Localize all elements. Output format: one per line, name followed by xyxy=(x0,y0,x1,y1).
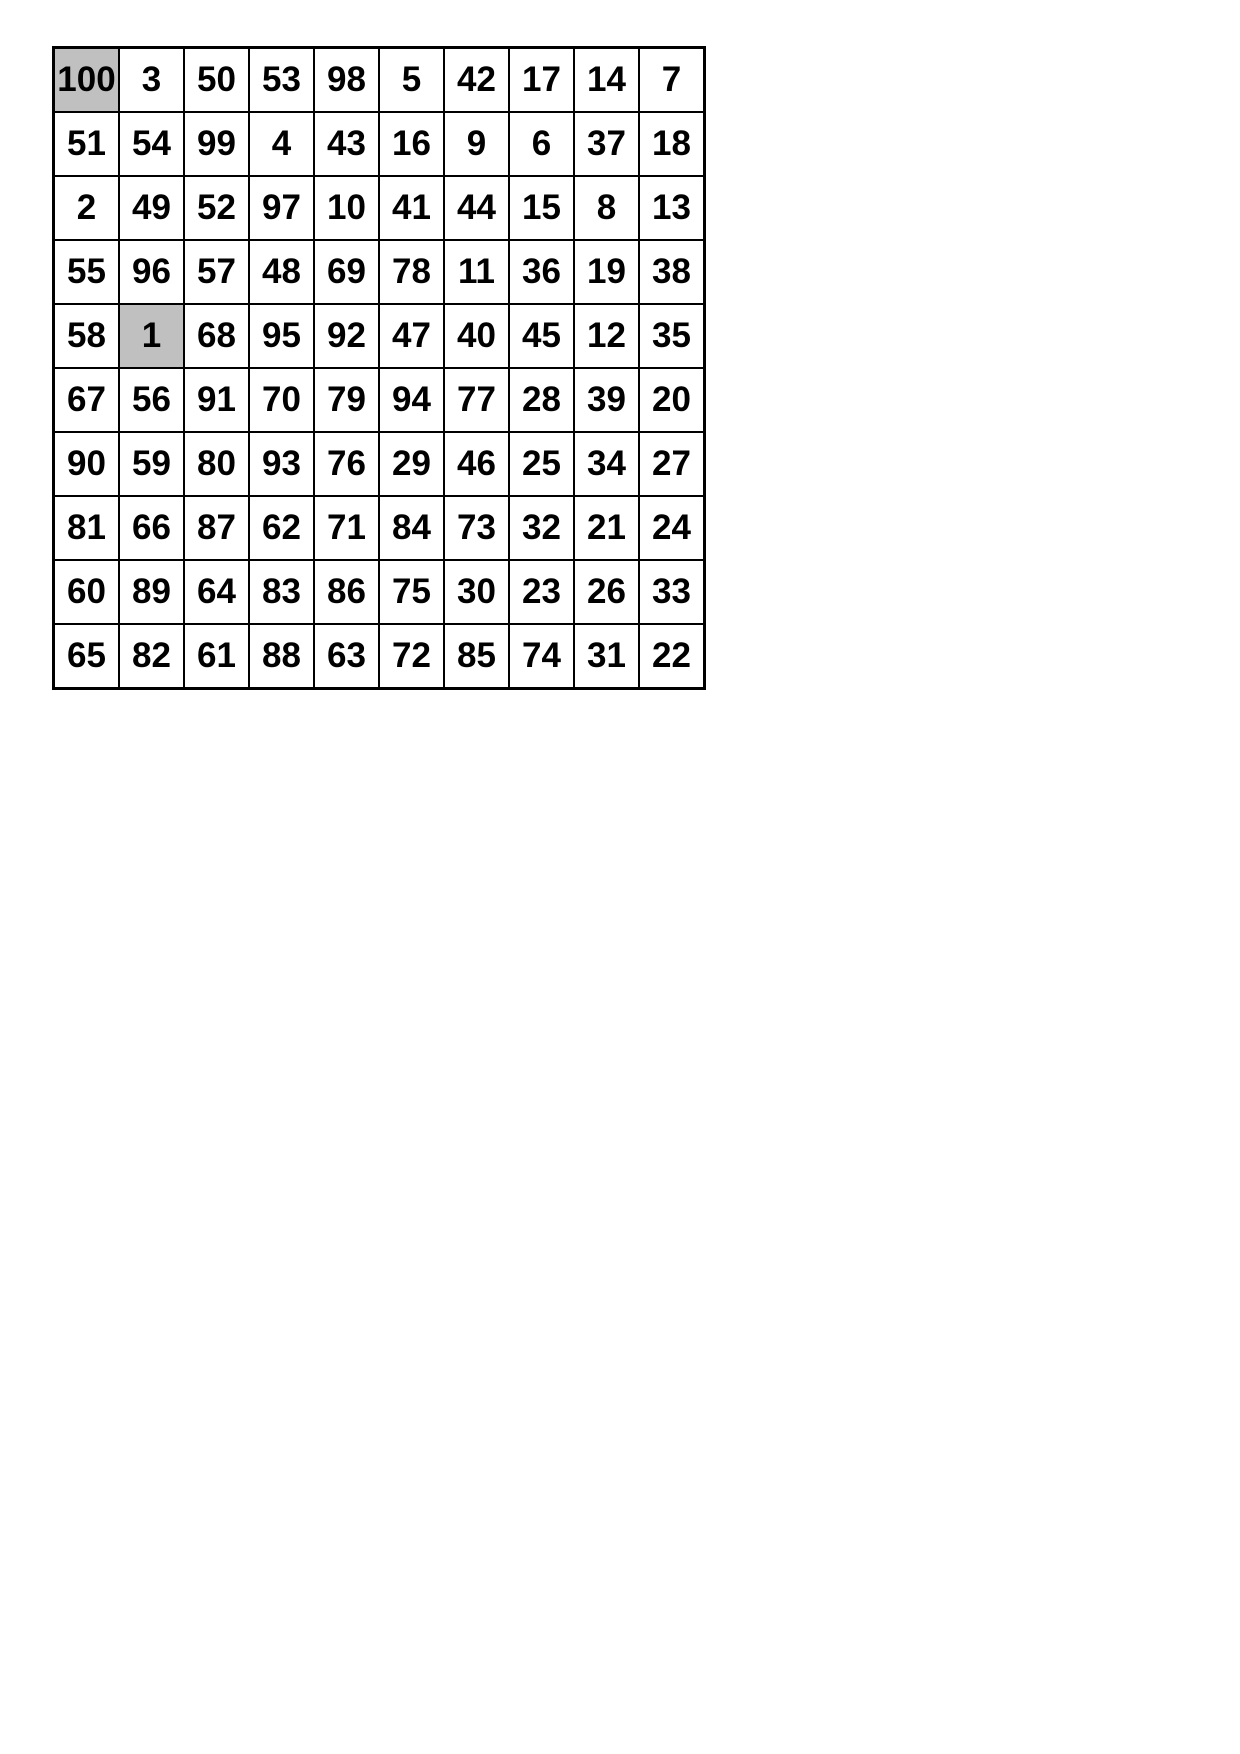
number-cell[interactable]: 85 xyxy=(444,624,509,689)
number-cell[interactable]: 35 xyxy=(639,304,705,368)
number-cell[interactable]: 28 xyxy=(509,368,574,432)
number-cell[interactable]: 19 xyxy=(574,240,639,304)
number-cell[interactable]: 34 xyxy=(574,432,639,496)
number-cell[interactable]: 98 xyxy=(314,48,379,113)
number-cell[interactable]: 16 xyxy=(379,112,444,176)
number-grid-container xyxy=(52,46,706,690)
number-cell[interactable]: 29 xyxy=(379,432,444,496)
number-cell[interactable]: 7 xyxy=(639,48,705,113)
number-cell[interactable]: 54 xyxy=(119,112,184,176)
number-cell[interactable]: 89 xyxy=(119,560,184,624)
number-cell[interactable]: 99 xyxy=(184,112,249,176)
number-cell[interactable]: 83 xyxy=(249,560,314,624)
number-grid-row xyxy=(54,496,705,560)
number-cell[interactable]: 37 xyxy=(574,112,639,176)
number-cell[interactable]: 2 xyxy=(54,176,120,240)
number-cell[interactable]: 74 xyxy=(509,624,574,689)
number-grid-row xyxy=(54,48,705,113)
number-cell[interactable]: 26 xyxy=(574,560,639,624)
number-cell[interactable]: 86 xyxy=(314,560,379,624)
number-cell[interactable]: 77 xyxy=(444,368,509,432)
number-cell[interactable]: 12 xyxy=(574,304,639,368)
number-cell[interactable]: 81 xyxy=(54,496,120,560)
number-cell[interactable]: 61 xyxy=(184,624,249,689)
number-cell[interactable]: 76 xyxy=(314,432,379,496)
number-cell[interactable]: 59 xyxy=(119,432,184,496)
number-cell[interactable]: 79 xyxy=(314,368,379,432)
number-cell-highlighted[interactable]: 1 xyxy=(119,304,184,368)
number-cell[interactable]: 80 xyxy=(184,432,249,496)
number-cell[interactable]: 50 xyxy=(184,48,249,113)
number-cell[interactable]: 33 xyxy=(639,560,705,624)
number-grid-row xyxy=(54,624,705,689)
number-cell[interactable]: 41 xyxy=(379,176,444,240)
number-cell[interactable]: 42 xyxy=(444,48,509,113)
number-cell[interactable]: 69 xyxy=(314,240,379,304)
number-cell[interactable]: 10 xyxy=(314,176,379,240)
number-cell[interactable]: 13 xyxy=(639,176,705,240)
number-cell[interactable]: 67 xyxy=(54,368,120,432)
number-cell[interactable]: 21 xyxy=(574,496,639,560)
number-cell[interactable]: 48 xyxy=(249,240,314,304)
number-cell[interactable]: 68 xyxy=(184,304,249,368)
number-grid-row xyxy=(54,304,705,368)
number-cell[interactable]: 93 xyxy=(249,432,314,496)
number-cell[interactable]: 96 xyxy=(119,240,184,304)
number-cell[interactable]: 47 xyxy=(379,304,444,368)
number-cell[interactable]: 65 xyxy=(54,624,120,689)
number-grid-table xyxy=(52,46,706,690)
number-cell[interactable]: 46 xyxy=(444,432,509,496)
number-cell[interactable]: 58 xyxy=(54,304,120,368)
number-grid-row xyxy=(54,432,705,496)
number-grid-row xyxy=(54,176,705,240)
number-cell-highlighted[interactable]: 100 xyxy=(54,48,120,113)
number-cell[interactable]: 64 xyxy=(184,560,249,624)
number-cell[interactable]: 18 xyxy=(639,112,705,176)
number-cell[interactable]: 36 xyxy=(509,240,574,304)
number-cell[interactable]: 22 xyxy=(639,624,705,689)
number-cell[interactable]: 53 xyxy=(249,48,314,113)
number-cell[interactable]: 27 xyxy=(639,432,705,496)
number-cell[interactable]: 44 xyxy=(444,176,509,240)
number-cell[interactable]: 87 xyxy=(184,496,249,560)
number-cell[interactable]: 45 xyxy=(509,304,574,368)
number-cell[interactable]: 4 xyxy=(249,112,314,176)
number-cell[interactable]: 91 xyxy=(184,368,249,432)
number-cell[interactable]: 30 xyxy=(444,560,509,624)
number-cell[interactable]: 94 xyxy=(379,368,444,432)
number-cell[interactable]: 5 xyxy=(379,48,444,113)
number-cell[interactable]: 60 xyxy=(54,560,120,624)
number-cell[interactable]: 8 xyxy=(574,176,639,240)
number-cell[interactable]: 66 xyxy=(119,496,184,560)
number-cell[interactable]: 15 xyxy=(509,176,574,240)
number-cell[interactable]: 39 xyxy=(574,368,639,432)
number-cell[interactable]: 73 xyxy=(444,496,509,560)
number-cell[interactable]: 88 xyxy=(249,624,314,689)
number-cell[interactable]: 75 xyxy=(379,560,444,624)
number-grid-row xyxy=(54,240,705,304)
number-cell[interactable]: 55 xyxy=(54,240,120,304)
number-cell[interactable]: 17 xyxy=(509,48,574,113)
number-cell[interactable]: 57 xyxy=(184,240,249,304)
number-grid-row xyxy=(54,112,705,176)
number-cell[interactable]: 82 xyxy=(119,624,184,689)
number-cell[interactable]: 40 xyxy=(444,304,509,368)
number-cell[interactable]: 23 xyxy=(509,560,574,624)
number-cell[interactable]: 63 xyxy=(314,624,379,689)
number-cell[interactable]: 62 xyxy=(249,496,314,560)
number-cell[interactable]: 90 xyxy=(54,432,120,496)
number-cell[interactable]: 52 xyxy=(184,176,249,240)
number-cell[interactable]: 20 xyxy=(639,368,705,432)
number-cell[interactable]: 14 xyxy=(574,48,639,113)
number-cell[interactable]: 71 xyxy=(314,496,379,560)
number-cell[interactable]: 56 xyxy=(119,368,184,432)
number-cell[interactable]: 38 xyxy=(639,240,705,304)
number-cell[interactable]: 32 xyxy=(509,496,574,560)
number-cell[interactable]: 43 xyxy=(314,112,379,176)
number-cell[interactable]: 95 xyxy=(249,304,314,368)
number-grid-row xyxy=(54,368,705,432)
number-cell[interactable]: 11 xyxy=(444,240,509,304)
number-cell[interactable]: 25 xyxy=(509,432,574,496)
number-cell[interactable]: 97 xyxy=(249,176,314,240)
number-cell[interactable]: 72 xyxy=(379,624,444,689)
number-cell[interactable]: 84 xyxy=(379,496,444,560)
number-cell[interactable]: 92 xyxy=(314,304,379,368)
number-cell[interactable]: 9 xyxy=(444,112,509,176)
number-cell[interactable]: 51 xyxy=(54,112,120,176)
number-cell[interactable]: 3 xyxy=(119,48,184,113)
number-cell[interactable]: 70 xyxy=(249,368,314,432)
number-grid-body xyxy=(54,48,705,689)
number-cell[interactable]: 6 xyxy=(509,112,574,176)
number-cell[interactable]: 49 xyxy=(119,176,184,240)
number-cell[interactable]: 24 xyxy=(639,496,705,560)
number-grid-row xyxy=(54,560,705,624)
number-cell[interactable]: 31 xyxy=(574,624,639,689)
number-cell[interactable]: 78 xyxy=(379,240,444,304)
